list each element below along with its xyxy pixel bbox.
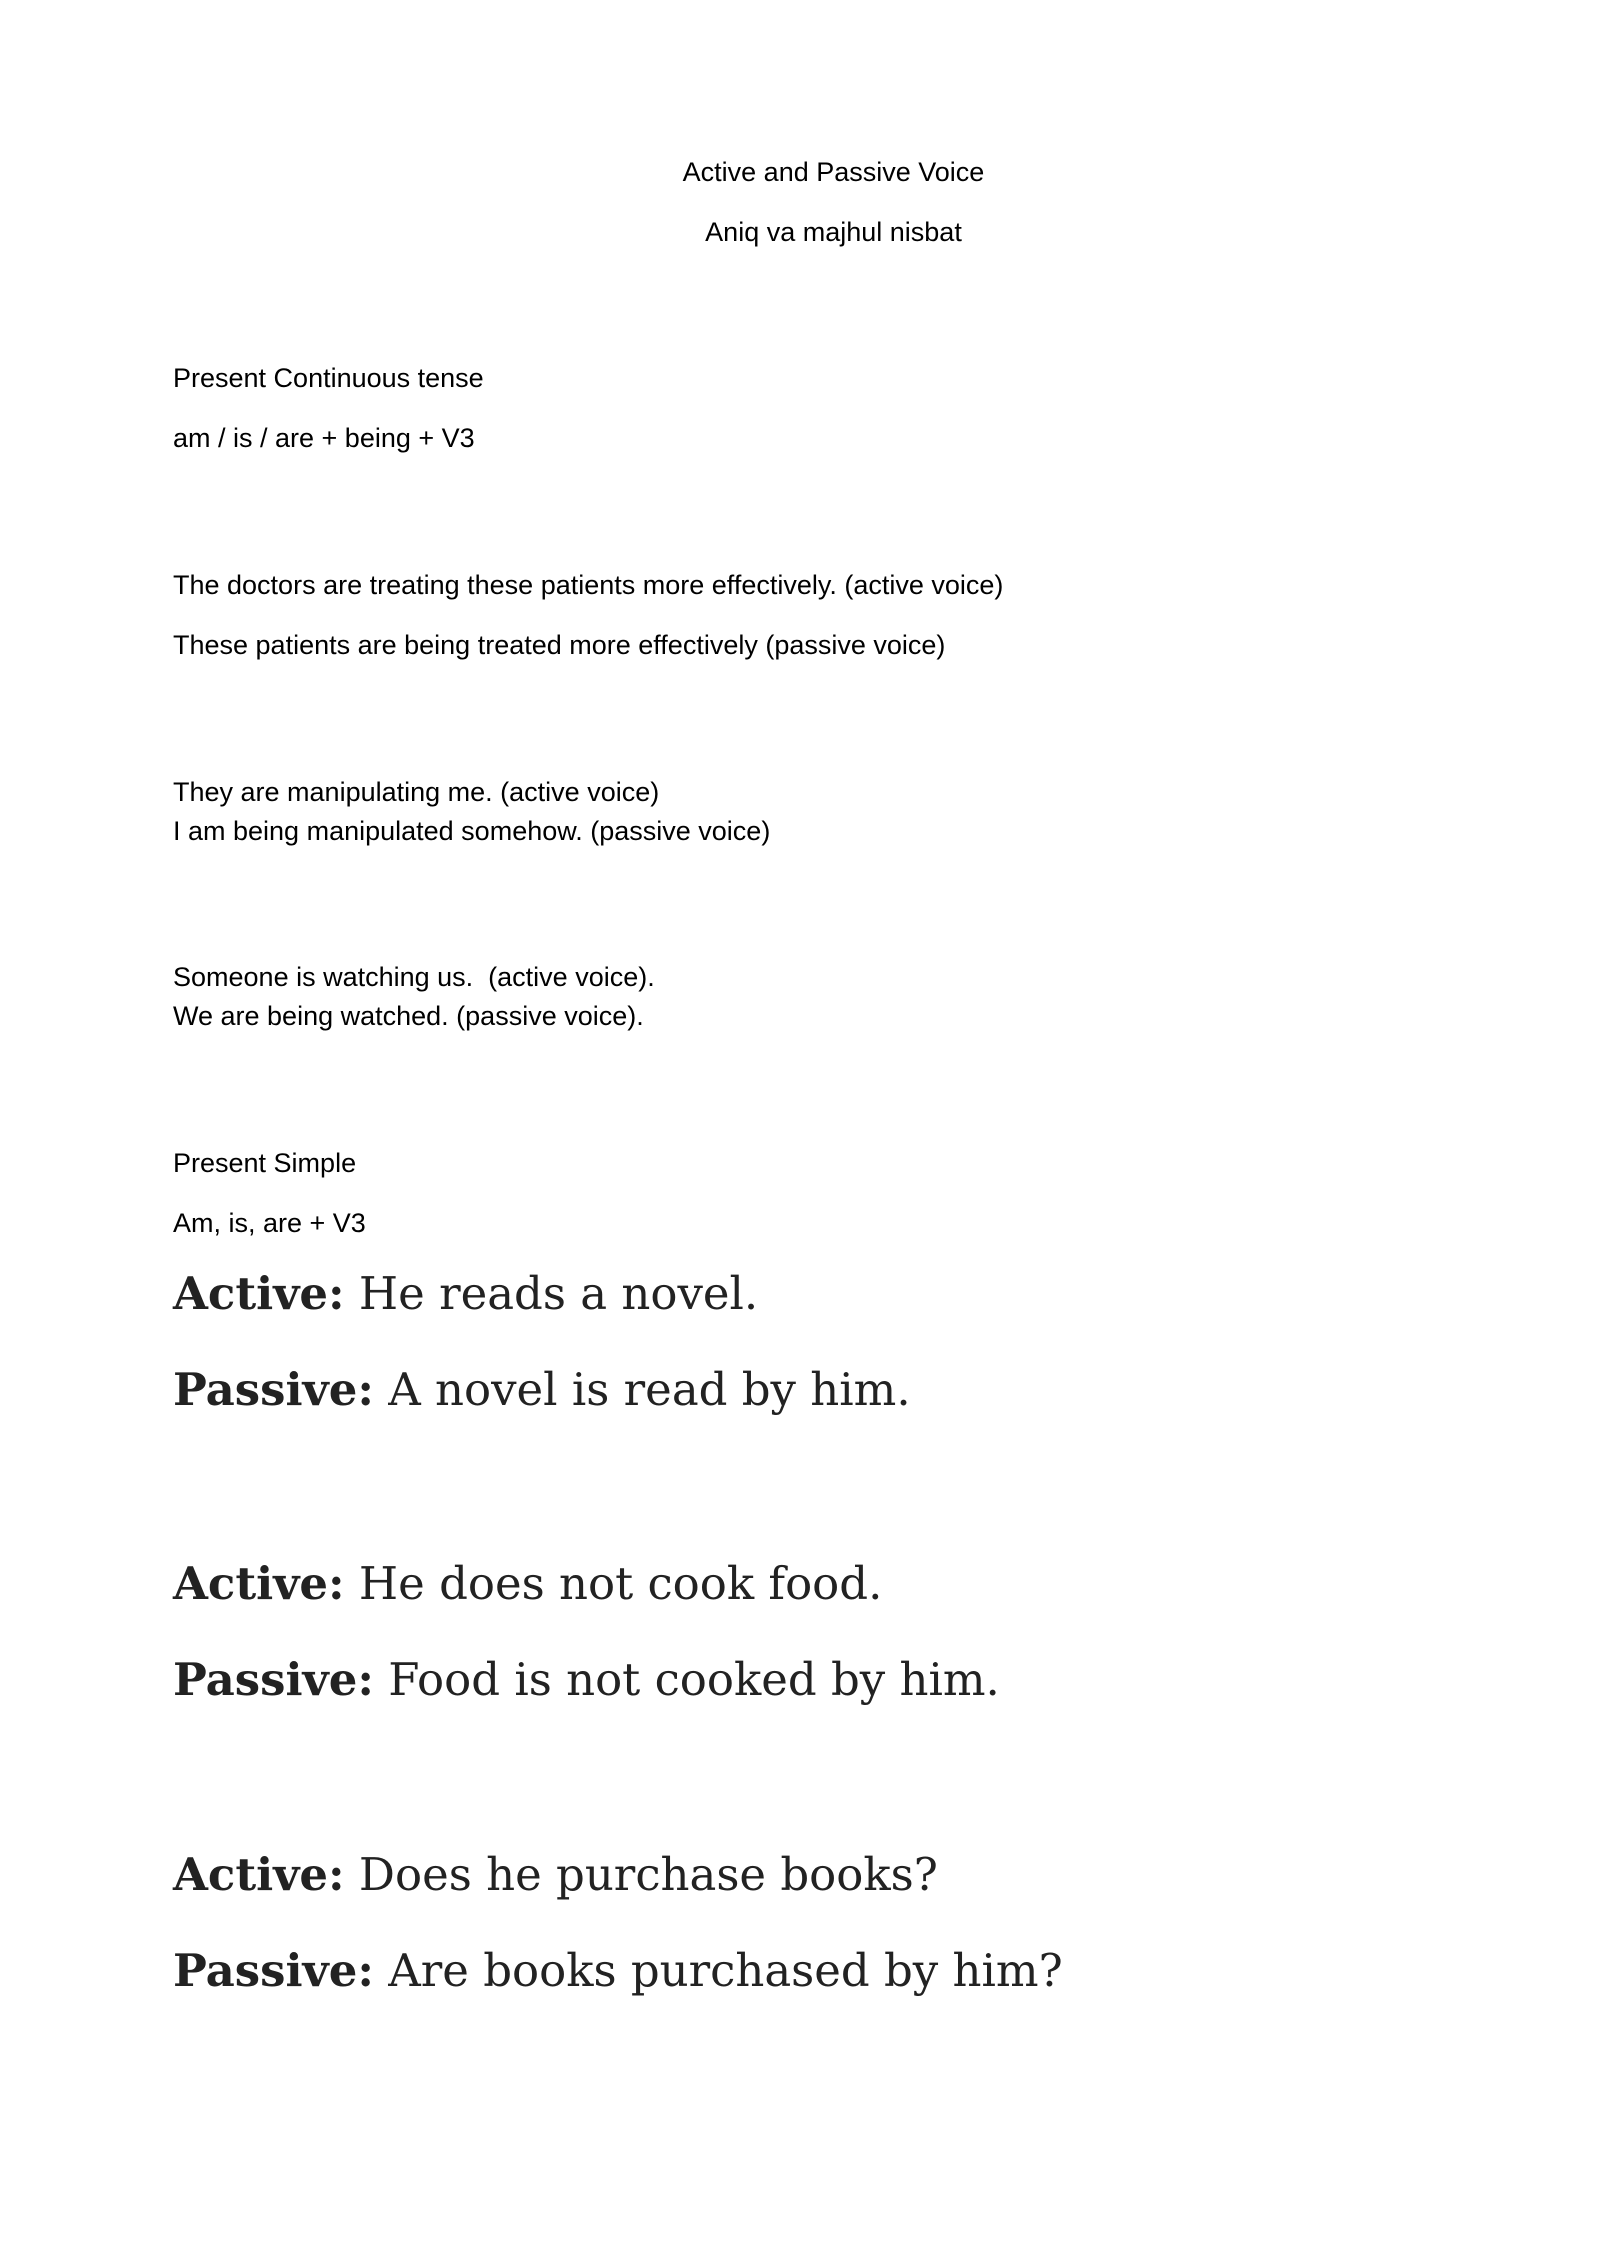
active-label: Active:	[173, 1848, 345, 1901]
section-heading-present-simple: Present Simple	[173, 1148, 357, 1178]
passive-label: Passive:	[173, 1653, 374, 1706]
example-active-sentence: They are manipulating me. (active voice)	[173, 777, 660, 807]
section-heading-present-continuous: Present Continuous tense	[173, 363, 484, 393]
example-passive-sentence: These patients are being treated more effectively (passive voice)	[173, 630, 946, 660]
passive-sentence: Are books purchased by him?	[373, 1944, 1063, 1997]
passive-sentence: Food is not cooked by him.	[373, 1653, 1000, 1706]
example-passive-sentence: We are being watched. (passive voice).	[173, 1001, 644, 1031]
formula-present-continuous: am / is / are + being + V3	[173, 423, 475, 453]
active-label: Active:	[173, 1557, 345, 1610]
active-sentence: He does not cook food.	[344, 1557, 883, 1610]
example-pair-passive	[173, 1360, 911, 1420]
passive-label: Passive:	[173, 1944, 374, 1997]
document-subtitle: Aniq va majhul nisbat	[705, 217, 962, 247]
example-pair-active	[173, 1264, 758, 1324]
example-pair-active	[173, 1845, 938, 1905]
passive-sentence: A novel is read by him.	[373, 1363, 911, 1416]
example-active-sentence: The doctors are treating these patients more effectively. (active voice)	[173, 570, 1004, 600]
active-label: Active:	[173, 1267, 345, 1320]
formula-present-simple: Am, is, are + V3	[173, 1208, 366, 1238]
example-pair-active	[173, 1554, 882, 1614]
document-title: Active and Passive Voice	[682, 157, 985, 187]
example-active-sentence: Someone is watching us. (active voice).	[173, 962, 655, 992]
active-sentence: Does he purchase books?	[344, 1848, 938, 1901]
example-passive-sentence: I am being manipulated somehow. (passive voice)	[173, 816, 771, 846]
example-pair-passive	[173, 1650, 1000, 1710]
active-sentence: He reads a novel.	[344, 1267, 759, 1320]
example-pair-passive	[173, 1941, 1063, 2001]
passive-label: Passive:	[173, 1363, 374, 1416]
